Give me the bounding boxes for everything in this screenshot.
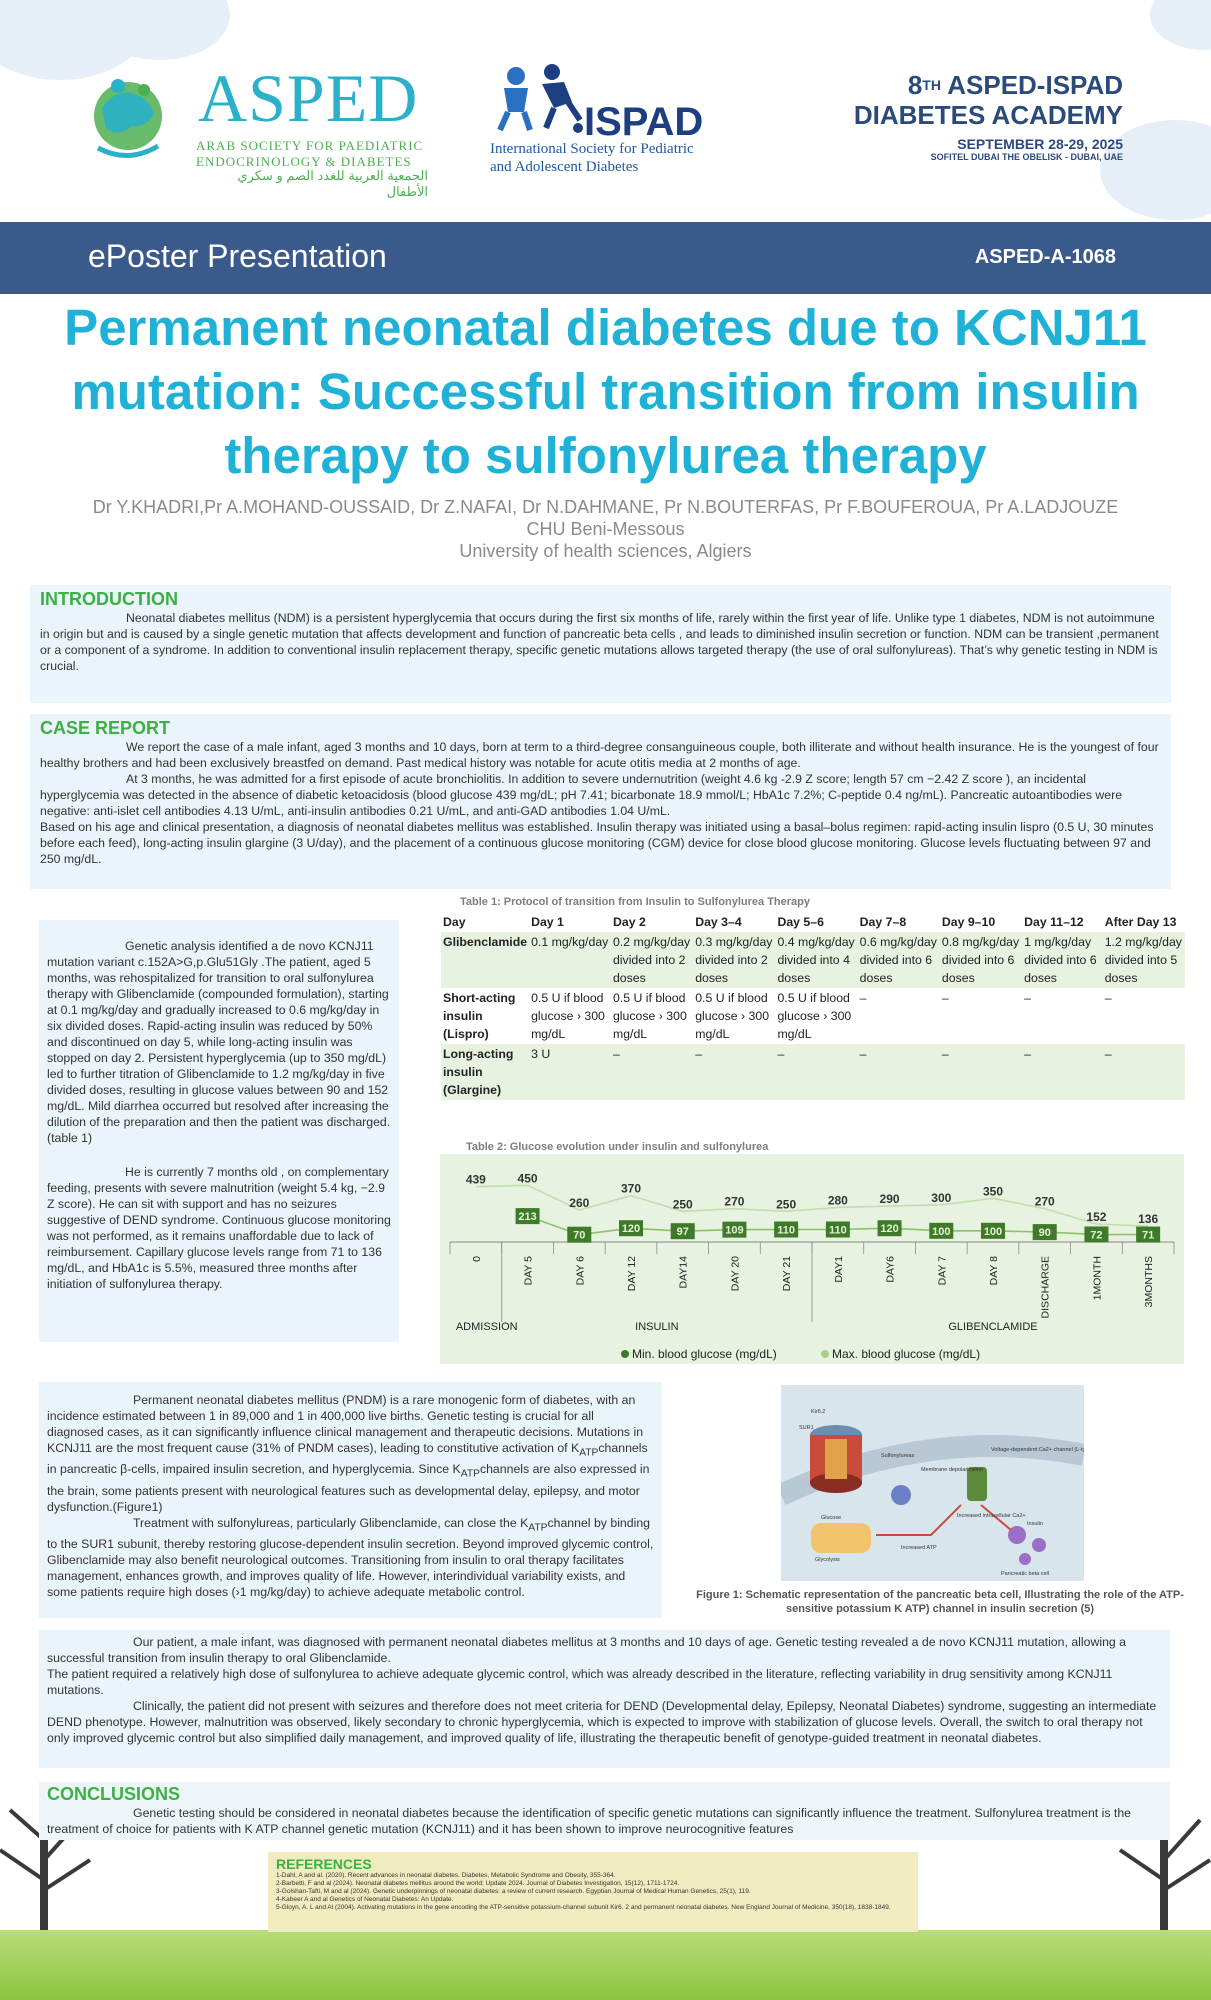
table-cell: 1.2 mg/kg/day divided into 5 doses <box>1103 932 1185 988</box>
max-data-label: 270 <box>1034 1194 1055 1209</box>
table-header-row <box>441 912 1185 932</box>
x-tick-label: 3MONTHS <box>1143 1256 1156 1308</box>
table1-caption: Table 1: Protocol of transition from Insulin to Sulfonylurea Therapy <box>460 896 810 908</box>
table-row <box>441 1044 1185 1100</box>
table-row-label: Glibenclamide <box>441 932 529 988</box>
reference-item: 3-Golshan-Tafti, M and al (2024). Genetic underpinnings of neonatal diabetes: a review of current research. Egyptian Journal of Medical Human Genetics, 25(1), 119. <box>276 1888 751 1895</box>
references-section <box>268 1852 918 1932</box>
patient-paragraph: The patient required a relatively high dose of sulfonylurea to achieve adequate glycemic control, which was already described in the literature, reflecting variability in drug sensitivity among KCNJ11 mutations. <box>47 1667 1113 1697</box>
min-data-label: 97 <box>676 1226 689 1239</box>
table-cell: 0.4 mg/kg/day divided into 4 doses <box>775 932 857 988</box>
figure-label: Insulin <box>1027 1521 1043 1527</box>
x-group-label: INSULIN <box>635 1321 679 1333</box>
x-tick-label: DAY 7 <box>936 1256 949 1286</box>
ispad-logo <box>488 62 748 182</box>
min-data-label: 100 <box>932 1225 951 1238</box>
table-cell: – <box>1022 1044 1103 1100</box>
table-header-cell: After Day 13 <box>1103 912 1185 932</box>
table-cell: – <box>693 1044 775 1100</box>
x-group-label: GLIBENCLAMIDE <box>948 1321 1038 1333</box>
patient-paragraph: Clinically, the patient did not present with seizures and therefore does not meet criteria for DEND (Developmental delay, Epilepsy, Neonatal Diabetes) syndrome, suggesting an intermediate DEND phenotype. However, malnutrition was observed, likely secondary to chronic hyperglycemia, which is expected to improve with stabilization of glucose levels. Overall, the switch to oral therapy not only improved glycemic control but also simplified daily management, and improved quality of life, illustrating the therapeutic benefit of genotype-guided treatment in neonatal diabetes. <box>47 1699 1157 1745</box>
ispad-full-name <box>490 140 694 176</box>
x-tick-label: DAY 8 <box>988 1256 1000 1286</box>
mitochondrion-icon <box>811 1523 871 1553</box>
case-report-paragraph: Based on his age and clinical presentation, a diagnosis of neonatal diabetes mellitus was established. Insulin therapy was initiated using a basal–bolus regimen: rapid-acting insulin lispro (0.5 U, 30 minutes before each feed), long-acting insulin glargine (3 U/day), and the placement of a continuous glucose monitoring (CGM) device for close blood glucose monitoring. Glucose levels fluctuating between 97 and 250 mg/dL. <box>40 820 1154 866</box>
academy-edition-suffix: TH <box>922 77 941 93</box>
references-list <box>276 1872 910 1912</box>
academy-title-line1 <box>854 70 1123 100</box>
table-cell: 1 mg/kg/day divided into 6 doses <box>1022 932 1103 988</box>
table-row <box>441 988 1185 1044</box>
title-line: Permanent neonatal diabetes due to KCNJ11 <box>64 299 1147 356</box>
introduction-text: Neonatal diabetes mellitus (NDM) is a persistent hyperglycemia that occurs during the first six months of life, rarely within the first year of life. Unlike type 1 diabetes, NDM is not autoimmune in origin but and is caused by a single genetic mutation that affects development and function of pancreatic beta cells , and leads to diminished insulin secretion or function. NDM can be transient ,permanent or a component of a syndrome. In addition to conventional insulin replacement therapy, specific genetic mutations allows targeted therapy (the use of oral sulfonylureas). That’s why genetic testing in NDM is crucial. <box>40 611 1159 673</box>
poster-title <box>30 296 1181 488</box>
legend-label: Min. blood glucose (mg/dL) <box>632 1347 777 1361</box>
table-cell: – <box>858 1044 940 1100</box>
grass-decoration <box>0 1930 1211 2000</box>
discussion-section <box>39 1382 662 1618</box>
reference-item: 2-Barbetti, F and al (2024). Neonatal diabetes mellitus around the world: Update 2024. Journal of Diabetes Investigation, 15(12), 1711-1724. <box>276 1880 680 1887</box>
eposter-banner <box>0 222 1211 294</box>
table-cell: – <box>1104 991 1112 1005</box>
min-data-label: 120 <box>880 1223 899 1236</box>
asped-logo <box>88 60 428 199</box>
poster-header <box>0 0 1211 222</box>
section-heading: CONCLUSIONS <box>47 1784 181 1804</box>
table-cell: 0.3 mg/kg/day divided into 2 doses <box>693 932 775 988</box>
genetic-paragraph: Genetic analysis identified a de novo KCNJ11 mutation variant c.152A>G,p.Glu51Gly .The patient, aged 5 months, was rehospitalized for transition to oral sulfonylurea therapy with Glibenclamide (compounded formulation), starting at 0.1 mg/kg/day and gradually increased to 0.6 mg/kg/day in six divided doses. Rapid-acting insulin was reduced by 50% and discontinued on day 5, while long-acting insulin was stopped on day 2. Persistent hyperglycemia (up to 350 mg/dL) led to further titration of Glibenclamide to 1.2 mg/kg/day in five divided doses, resulting in glucose values between 90 and 152 mg/dL. Mild diarrhea occurred but resolved after increasing the dilution of the preparation and then the patient was discharged. (table 1) <box>47 939 391 1145</box>
author-university: University of health sciences, Algiers <box>459 541 752 561</box>
min-data-label: 90 <box>1038 1227 1051 1240</box>
discussion-paragraph <box>47 1515 654 1600</box>
academy-name: ASPED-ISPAD <box>940 70 1123 100</box>
x-tick-label: DAY14 <box>677 1256 690 1289</box>
glucose-chart-svg <box>440 1154 1184 1364</box>
table-cell: – <box>775 1044 857 1100</box>
banner-label: ePoster Presentation <box>88 238 387 274</box>
min-data-label: 70 <box>573 1229 586 1242</box>
figure-label: Kir6.2 <box>811 1409 826 1415</box>
author-hospital: CHU Beni-Messous <box>526 519 685 539</box>
sulfonylurea-icon <box>891 1485 911 1505</box>
table-cell: 0.6 mg/kg/day divided into 6 doses <box>858 932 940 988</box>
discussion-text: Treatment with sulfonylureas, particularly Glibenclamide, can close the K <box>133 1515 529 1530</box>
legend-marker <box>821 1350 829 1358</box>
globe-kids-icon <box>88 68 166 168</box>
asped-name-line1: ARAB SOCIETY FOR PAEDIATRIC <box>196 138 424 153</box>
x-tick-label: DAY 12 <box>626 1256 638 1292</box>
max-data-label: 370 <box>620 1181 642 1196</box>
section-heading: REFERENCES <box>276 1856 372 1872</box>
table-cell: 0.8 mg/kg/day divided into 6 doses <box>940 932 1022 988</box>
genetic-analysis-section <box>39 920 399 1342</box>
x-tick-label: 1MONTH <box>1091 1256 1104 1301</box>
min-data-label: 120 <box>621 1223 641 1236</box>
protocol-table <box>441 912 1185 1100</box>
discussion-paragraph <box>47 1392 654 1515</box>
reference-item: 1-Dahl, A and al. (2020). Recent advances in neonatal diabetes. Diabetes, Metabolic Syndrome and Obesity, 355-364. <box>276 1872 616 1879</box>
katp-subscript: ATP <box>579 1447 599 1459</box>
katp-subscript: ATP <box>460 1468 480 1480</box>
discussion-text: channels in pancreatic β-cells, impaired insulin secretion, and hyperglycemia. Since K <box>47 1441 648 1477</box>
figure-label: Voltage-dependent Ca2+ channel (L-type) <box>991 1447 1084 1453</box>
max-data-label: 250 <box>672 1197 693 1212</box>
abstract-code: ASPED-A-1068 <box>974 246 1116 268</box>
table-row <box>441 932 1185 988</box>
table-cell: 0.5 U if blood glucose › 300 mg/dL <box>777 991 852 1041</box>
figure-label: Increased ATP <box>901 1545 937 1551</box>
figure-label: Glycolysis <box>815 1557 840 1563</box>
table-cell: 0.5 U if blood glucose › 300 mg/dL <box>612 991 687 1041</box>
table-cell: – <box>859 991 867 1005</box>
author-names: Dr Y.KHADRI,Pr A.MOHAND-OUSSAID, Dr Z.NAFAI, Dr N.DAHMANE, Pr N.BOUTERFAS, Pr F.BOUFEROUA, Pr A.LADJOUZE <box>92 497 1119 517</box>
table-cell: 0.5 U if blood glucose › 300 mg/dL <box>531 991 605 1041</box>
x-group-label: ADMISSION <box>455 1321 518 1333</box>
max-data-label: 250 <box>776 1197 797 1212</box>
katp-subscript: ATP <box>528 1522 548 1534</box>
table-cell: – <box>941 991 949 1005</box>
table-cell: 0.1 mg/kg/day <box>529 932 611 988</box>
authors-block <box>30 496 1181 562</box>
x-tick-label: DISCHARGE <box>1039 1256 1052 1319</box>
max-data-label: 450 <box>517 1171 538 1186</box>
katp-channel-icon <box>810 1425 862 1493</box>
figure-label: SUR1 <box>799 1425 814 1431</box>
max-data-label: 152 <box>1086 1210 1107 1225</box>
max-data-label: 300 <box>931 1190 952 1205</box>
reference-item: 5-Gloyn, A. L and Al (2004). Activating mutations in the gene encoding the ATP-sensitive potassium-channel subunit Kir6. 2 and permanent neonatal diabetes. New England Journal of Medicine, 350(18), 1838-1849. <box>276 1904 891 1911</box>
genetic-paragraph: He is currently 7 months old , on complementary feeding, presents with severe malnutrition (weight 5.4 kg, −2.9 Z score). He can sit with support and has no seizures suggestive of DEND syndrome. Continuous glucose monitoring was not performed, as it remains unaffordable due to lack of reimbursement. Capillary glucose levels range from 71 to 136 mg/dL, and HbA1c is 5.5%, measured three months after initiation of sulfonylurea therapy. <box>47 1165 391 1291</box>
cloud-decoration <box>1150 0 1211 50</box>
beta-cell-figure <box>781 1385 1084 1581</box>
table-cell: 0.2 mg/kg/day divided into 2 doses <box>611 932 693 988</box>
max-data-label: 270 <box>724 1194 745 1209</box>
introduction-section <box>30 585 1171 703</box>
reference-item: 4-Kabeer A and al Genetics of Neonatal Diabetes: An Update. <box>276 1896 454 1903</box>
min-data-label: 213 <box>518 1211 537 1224</box>
max-data-label: 350 <box>982 1184 1004 1199</box>
table-header-cell: Day 3–4 <box>693 912 775 932</box>
academy-dates: SEPTEMBER 28-29, 2025 <box>957 136 1123 152</box>
table-cell: – <box>1103 1044 1185 1100</box>
figure-label: Glucose <box>821 1515 842 1521</box>
max-data-label: 136 <box>1138 1212 1159 1227</box>
academy-venue: SOFITEL DUBAI THE OBELISK - DUBAI, UAE <box>930 152 1123 162</box>
section-heading: INTRODUCTION <box>40 589 178 609</box>
case-report-paragraph: We report the case of a male infant, aged 3 months and 10 days, born at term to a third-degree consanguineous couple, both illiterate and without health insurance. He is the youngest of four healthy brothers and had been exclusively breastfed on demand. Past medical history was notable for acute otitis media at 2 months of age. <box>40 740 1159 770</box>
section-heading: CASE REPORT <box>40 718 171 738</box>
x-tick-label: DAY6 <box>884 1256 897 1283</box>
min-data-label: 109 <box>725 1224 744 1237</box>
table-cell: 3 U <box>529 1044 611 1100</box>
table-header-cell: Day 1 <box>529 912 611 932</box>
legend-label: Max. blood glucose (mg/dL) <box>832 1347 981 1361</box>
x-tick-label: DAY 5 <box>522 1256 535 1286</box>
ispad-name-line2: and Adolescent Diabetes <box>490 159 639 175</box>
patient-paragraph: Our patient, a male infant, was diagnosed with permanent neonatal diabetes mellitus at 3 months and 10 days of age. Genetic testing revealed a de novo KCNJ11 mutation, allowing a successful transition from insulin therapy to oral Glibenclamide. <box>47 1635 1127 1665</box>
max-data-label: 260 <box>569 1196 590 1210</box>
title-line: therapy to sulfonylurea therapy <box>224 427 987 484</box>
x-tick-label: DAY 6 <box>574 1256 587 1286</box>
min-data-label: 71 <box>1142 1229 1155 1242</box>
discussion-text: Permanent neonatal diabetes mellitus (PNDM) is a rare monogenic form of diabetes, with an incidence estimated between 1 in 89,000 and 1 in 400,000 live births. Genetic testing is crucial for all diagnosed cases, as it can significantly influence clinical management and therapeutic decisions. Mutations in KCNJ11 are the most frequent cause (31% of PNDM cases), leading to constitutive activation of K <box>47 1393 644 1455</box>
figure-label: Sulfonylureas <box>881 1453 915 1459</box>
table-cell: – <box>1024 991 1031 1005</box>
max-data-label: 439 <box>465 1172 486 1187</box>
conclusions-text: Genetic testing should be considered in neonatal diabetes because the identification of specific genetic mutations can significantly influence the treatment. Sulfonylurea treatment is the treatment of choice for patients with K ATP channel genetic mutation (KCNJ11) and it has been shown to improve neurocognitive features <box>47 1806 1132 1836</box>
min-data-label: 72 <box>1090 1229 1103 1242</box>
table-header-cell: Day 9–10 <box>940 912 1022 932</box>
table-row-label: Long-acting insulin (Glargine) <box>441 1044 529 1100</box>
max-data-label: 290 <box>879 1192 900 1207</box>
table-row-label: Short-acting insulin (Lispro) <box>443 991 516 1041</box>
ispad-acronym: ISPAD <box>584 100 704 144</box>
legend-marker <box>621 1350 629 1358</box>
children-icon <box>488 62 588 134</box>
figure-label: Pancreatic beta cell <box>1001 1571 1049 1577</box>
academy-edition-number: 8 <box>907 70 923 100</box>
case-report-paragraph: At 3 months, he was admitted for a first episode of acute bronchiolitis. In addition to severe undernutrition (weight 4.6 kg -2.9 Z score; length 57 cm −2.42 Z score ), an incidental hyperglycemia was detected in the absence of diabetic ketoacidosis (blood glucose 439 mg/dL; pH 7.41; bicarbonate 18.9 mmol/L; HbA1c 7.2%; C-peptide 0.4 ng/mL). Pancreatic autoantibodies were negative: anti-islet cell antibodies 4.13 U/mL, anti-insulin antibodies 0.21 U/mL, and anti-GAD antibodies 1.04 U/mL. <box>40 772 1123 818</box>
asped-name-line2: ENDOCRINOLOGY & DIABETES <box>196 154 412 169</box>
table-cell: 0.5 U if blood glucose › 300 mg/dL <box>695 991 770 1041</box>
chart-caption: Table 2: Glucose evolution under insulin and sulfonylurea <box>466 1141 769 1153</box>
x-tick-label: DAY 20 <box>729 1256 742 1292</box>
x-tick-label: DAY1 <box>832 1256 845 1283</box>
figure-label: Increased intracellular Ca2+ <box>957 1513 1026 1519</box>
glucose-chart <box>440 1154 1184 1364</box>
min-data-label: 110 <box>777 1224 796 1237</box>
title-line: mutation: Successful transition from insulin <box>71 363 1140 420</box>
table-header-cell: Day 5–6 <box>775 912 857 932</box>
conclusions-section <box>39 1782 1170 1840</box>
patient-discussion-section <box>39 1630 1170 1768</box>
discussion-text: channel by binding to the SUR1 subunit, thereby restoring glucose-dependent insulin secretion. Beyond improved glycemic control, Glibenclamide may also benefit neurological outcomes. Transitioning from insulin to oral therapy facilitates management, enhances growth, and improves quality of life. However, interindividual variability exists, and some patients require high doses (›1 mg/kg/day) to achieve adequate metabolic control. <box>47 1515 654 1600</box>
ispad-name-line1: International Society for Pediatric <box>490 141 694 157</box>
x-tick-label: DAY 21 <box>781 1256 794 1292</box>
figure1-caption: Figure 1: Schematic representation of the pancreatic beta cell, Illustrating the role of the ATP-sensitive potassium K ATP) channel in insulin secretion (5) <box>696 1589 1184 1615</box>
case-report-section <box>30 714 1171 889</box>
insulin-granule-icon <box>1019 1553 1031 1565</box>
min-data-label: 110 <box>828 1224 847 1237</box>
table-cell: – <box>611 1044 693 1100</box>
discussion-text: channels are also expressed in the brain, some patients present with neurological features such as developmental delay, epilepsy, and motor dysfunction.(Figure1) <box>47 1462 650 1514</box>
table-header-cell: Day <box>441 912 529 932</box>
min-data-label: 100 <box>983 1225 1003 1238</box>
table-header-cell: Day 11–12 <box>1022 912 1103 932</box>
max-data-label: 280 <box>827 1193 848 1208</box>
academy-title-line2: DIABETES ACADEMY <box>853 100 1123 130</box>
asped-acronym: ASPED <box>198 60 419 136</box>
x-tick-label: 0 <box>470 1256 483 1262</box>
beta-cell-diagram <box>781 1385 1084 1581</box>
figure-label: Membrane depolarization <box>921 1467 984 1473</box>
table-header-cell: Day 7–8 <box>858 912 940 932</box>
table-cell: – <box>940 1044 1022 1100</box>
table-header-cell: Day 2 <box>611 912 693 932</box>
academy-info <box>854 70 1123 162</box>
asped-arabic-name: الجمعية العربية للغدد الصم و سكري الأطفال <box>237 168 428 199</box>
insulin-granule-icon <box>1032 1538 1046 1552</box>
